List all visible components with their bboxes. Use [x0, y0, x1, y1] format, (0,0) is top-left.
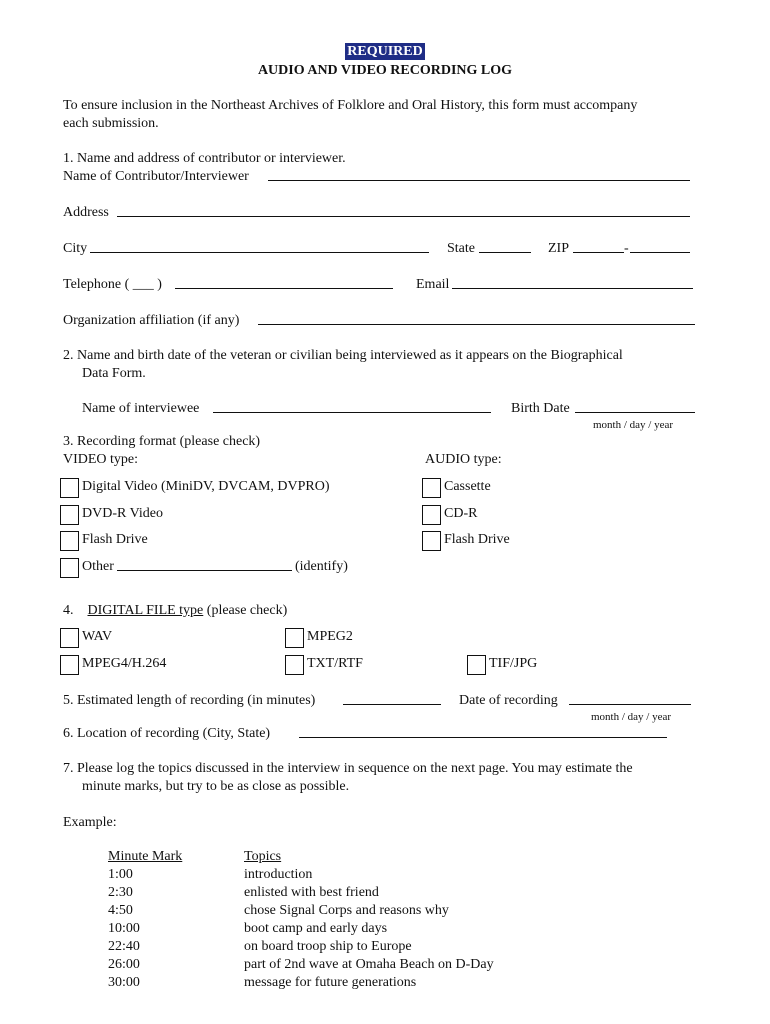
section7-line-2: minute marks, but try to be as close as possible. [82, 779, 350, 794]
mpeg4-label: MPEG4/H.264 [82, 656, 167, 671]
other-identify-label: (identify) [295, 559, 348, 574]
example-mark: 22:40 [108, 939, 140, 954]
other-checkbox[interactable] [60, 558, 79, 578]
contributor-name-label: Name of Contributor/Interviewer [63, 169, 249, 184]
audio-type-label: AUDIO type: [425, 452, 502, 467]
state-label: State [447, 241, 475, 256]
address-label: Address [63, 205, 109, 220]
section2-heading-line-1: 2. Name and birth date of the veteran or civilian being interviewed as it appears on the Biographical [63, 348, 623, 363]
contributor-name-field[interactable] [268, 168, 690, 181]
section7-line-1: 7. Please log the topics discussed in the interview in sequence on the next page. You may estimate the [63, 761, 633, 776]
digital-video-checkbox[interactable] [60, 478, 79, 498]
zip-label: ZIP [548, 241, 569, 256]
zip-dash: - [624, 241, 629, 256]
video-type-label: VIDEO type: [63, 452, 139, 467]
audio-flash-drive-label: Flash Drive [444, 532, 510, 547]
example-topic: enlisted with best friend [244, 885, 379, 900]
recording-location-field[interactable] [299, 725, 667, 738]
tif-jpg-label: TIF/JPG [489, 656, 538, 671]
email-field[interactable] [452, 276, 693, 289]
birth-date-hint: month / day / year [593, 419, 674, 431]
mpeg4-checkbox[interactable] [60, 655, 79, 675]
cd-r-checkbox[interactable] [422, 505, 441, 525]
tif-jpg-checkbox[interactable] [467, 655, 486, 675]
zip-extension-field[interactable] [630, 240, 690, 253]
example-topic: message for future generations [244, 975, 417, 990]
recording-length-label: 5. Estimated length of recording (in minutes) [63, 693, 316, 708]
example-topic: boot camp and early days [244, 921, 388, 936]
cassette-checkbox[interactable] [422, 478, 441, 498]
txt-rtf-label: TXT/RTF [307, 656, 363, 671]
wav-checkbox[interactable] [60, 628, 79, 648]
example-mark: 30:00 [108, 975, 140, 990]
telephone-label: Telephone ( ___ ) [63, 277, 162, 292]
txt-rtf-checkbox[interactable] [285, 655, 304, 675]
example-topic: introduction [244, 867, 313, 882]
recording-date-field[interactable] [569, 692, 691, 705]
example-topic: on board troop ship to Europe [244, 939, 412, 954]
example-mark: 2:30 [108, 885, 133, 900]
other-identify-field[interactable] [117, 558, 292, 571]
recording-date-label: Date of recording [459, 693, 558, 708]
recording-date-hint: month / day / year [591, 711, 672, 723]
intro-line-1: To ensure inclusion in the Northeast Archives of Folklore and Oral History, this form must accompany [63, 98, 638, 113]
recording-location-label: 6. Location of recording (City, State) [63, 726, 271, 741]
minute-mark-header: Minute Mark [108, 849, 183, 864]
section1-heading: 1. Name and address of contributor or interviewer. [63, 151, 346, 166]
section2-heading-line-2: Data Form. [82, 366, 146, 381]
interviewee-label: Name of interviewee [82, 401, 200, 416]
zip-field[interactable] [573, 240, 624, 253]
address-field[interactable] [117, 204, 690, 217]
audio-flash-drive-checkbox[interactable] [422, 531, 441, 551]
section3-heading: 3. Recording format (please check) [63, 434, 261, 449]
dvd-r-video-label: DVD-R Video [82, 506, 163, 521]
form-title: AUDIO AND VIDEO RECORDING LOG [257, 63, 513, 78]
organization-label: Organization affiliation (if any) [63, 313, 240, 328]
digital-video-label: Digital Video (MiniDV, DVCAM, DVPRO) [82, 479, 330, 494]
video-flash-drive-label: Flash Drive [82, 532, 148, 547]
recording-length-field[interactable] [343, 692, 441, 705]
example-mark: 1:00 [108, 867, 133, 882]
example-mark: 4:50 [108, 903, 133, 918]
birth-date-label: Birth Date [511, 401, 570, 416]
cd-r-label: CD-R [444, 506, 478, 521]
cassette-label: Cassette [444, 479, 491, 494]
required-banner: REQUIRED [347, 44, 423, 59]
interviewee-field[interactable] [213, 400, 491, 413]
mpeg2-label: MPEG2 [307, 629, 353, 644]
organization-field[interactable] [258, 312, 695, 325]
example-topic: part of 2nd wave at Omaha Beach on D-Day [244, 957, 494, 972]
dvd-r-video-checkbox[interactable] [60, 505, 79, 525]
email-label: Email [416, 277, 450, 292]
topics-header: Topics [244, 849, 282, 864]
city-label: City [63, 241, 88, 256]
telephone-field[interactable] [175, 276, 393, 289]
section4-heading: 4. DIGITAL FILE type (please check) [63, 603, 288, 618]
mpeg2-checkbox[interactable] [285, 628, 304, 648]
birth-date-field[interactable] [575, 400, 695, 413]
example-label: Example: [63, 815, 117, 830]
example-mark: 10:00 [108, 921, 140, 936]
state-field[interactable] [479, 240, 531, 253]
wav-label: WAV [82, 629, 113, 644]
city-field[interactable] [90, 240, 429, 253]
intro-line-2: each submission. [63, 116, 159, 131]
example-topic: chose Signal Corps and reasons why [244, 903, 449, 918]
video-flash-drive-checkbox[interactable] [60, 531, 79, 551]
example-mark: 26:00 [108, 957, 140, 972]
other-label: Other [82, 559, 114, 574]
